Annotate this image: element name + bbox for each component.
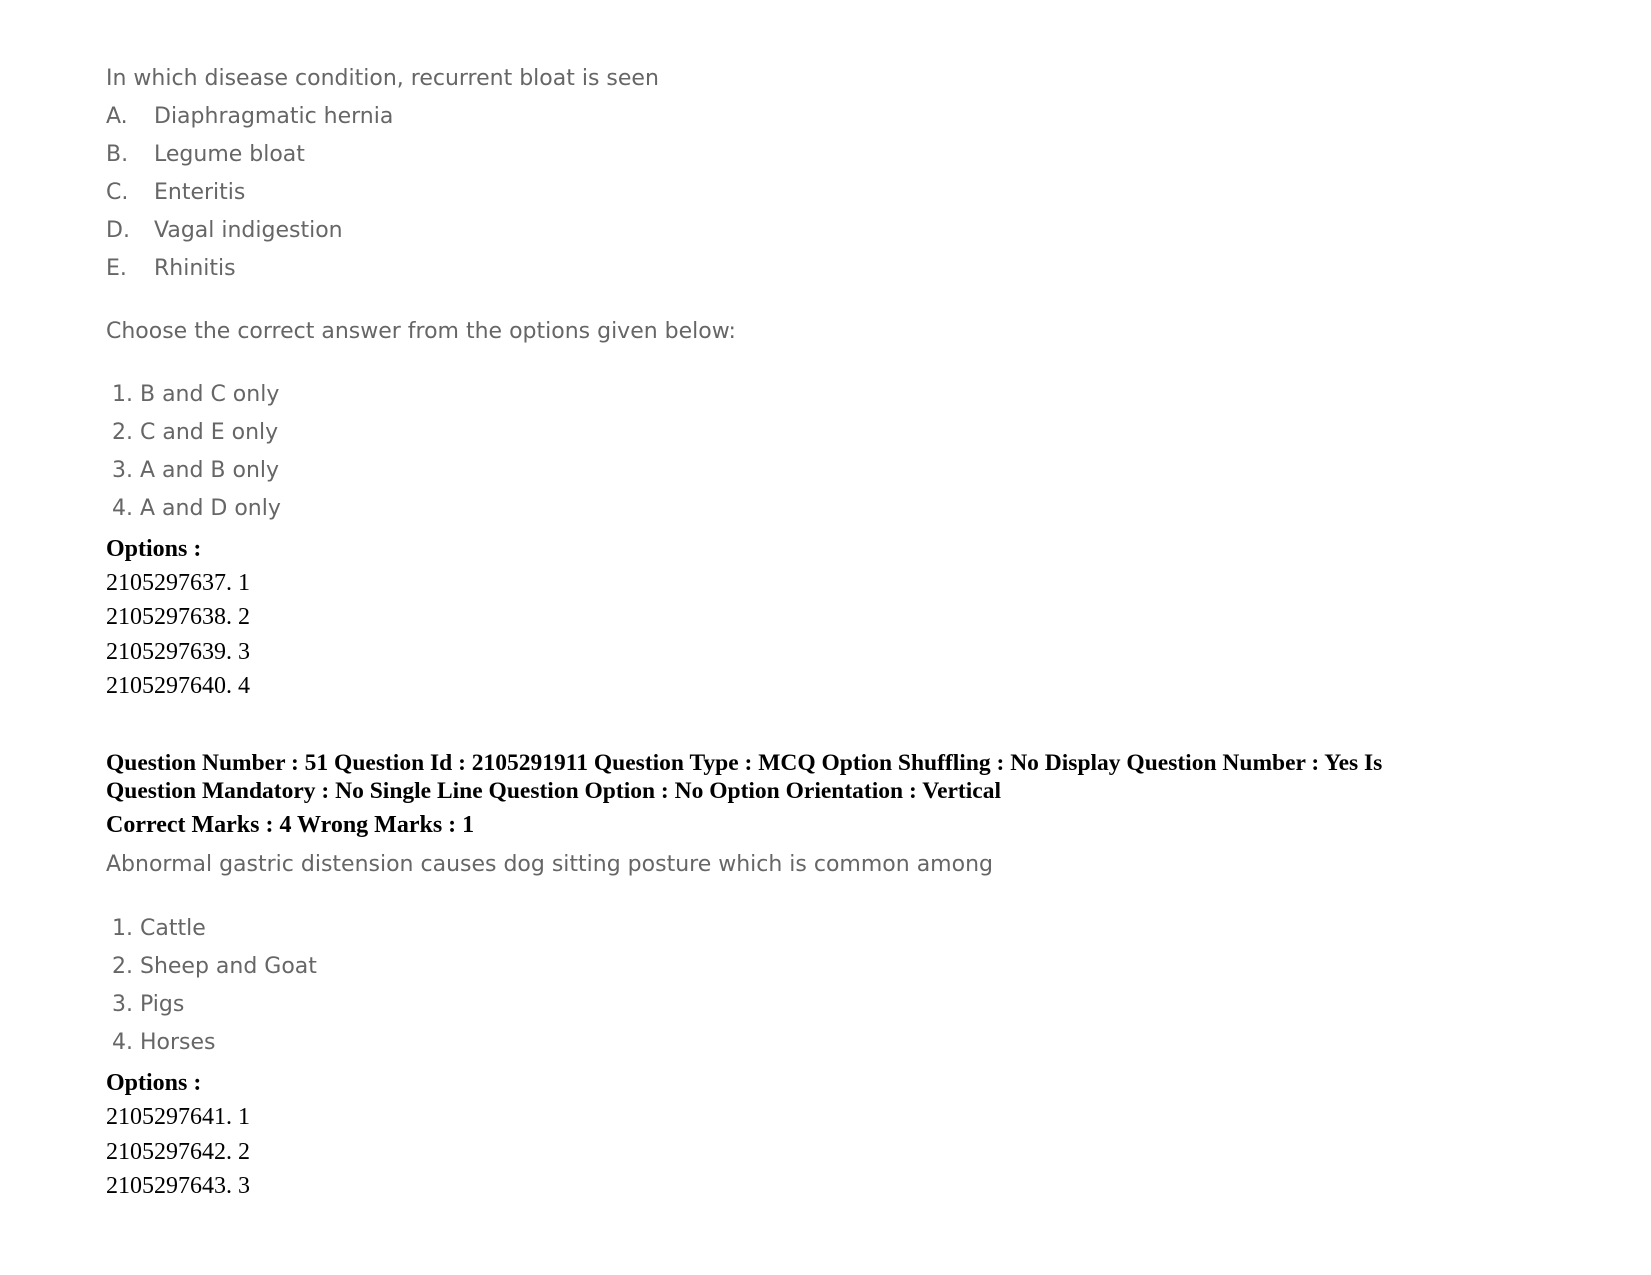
- option-id: 2105297643. 3: [106, 1173, 250, 1199]
- options-label: Options :: [106, 536, 202, 562]
- statement-text: Vagal indigestion: [154, 218, 343, 243]
- statement-item: [106, 258, 236, 280]
- choice-item: 2. Sheep and Goat: [112, 954, 317, 979]
- question-text: Abnormal gastric distension causes dog sitting posture which is common among: [106, 852, 993, 877]
- statement-item: [106, 220, 343, 242]
- statement-letter: B.: [106, 142, 129, 167]
- statement-text: Legume bloat: [154, 142, 305, 167]
- question-meta-line: Question Number : 51 Question Id : 2105291911 Question Type : MCQ Option Shuffling : No Display Question Number : Yes Is: [106, 750, 1383, 776]
- options-label: Options :: [106, 1070, 202, 1096]
- option-id: 2105297638. 2: [106, 604, 250, 630]
- statement-item: [106, 182, 245, 204]
- statement-letter: C.: [106, 180, 129, 205]
- statement-item: [106, 144, 305, 166]
- choice-item: 2. C and E only: [112, 420, 279, 445]
- option-id: 2105297642. 2: [106, 1139, 250, 1165]
- option-id: 2105297640. 4: [106, 673, 250, 699]
- marks-line: Correct Marks : 4 Wrong Marks : 1: [106, 812, 475, 838]
- option-id: 2105297641. 1: [106, 1104, 250, 1130]
- option-id: 2105297639. 3: [106, 639, 250, 665]
- question-text: In which disease condition, recurrent bloat is seen: [106, 66, 659, 91]
- instruction-text: Choose the correct answer from the options given below:: [106, 319, 736, 344]
- choice-item: 1. Cattle: [112, 916, 206, 941]
- choice-item: 4. A and D only: [112, 496, 281, 521]
- choice-item: 1. B and C only: [112, 382, 280, 407]
- statement-letter: E.: [106, 256, 127, 281]
- choice-item: 4. Horses: [112, 1030, 216, 1055]
- choice-item: 3. Pigs: [112, 992, 185, 1017]
- statement-item: [106, 106, 393, 128]
- statement-text: Rhinitis: [154, 256, 236, 281]
- option-id: 2105297637. 1: [106, 570, 250, 596]
- statement-letter: A.: [106, 104, 128, 129]
- statement-text: Enteritis: [154, 180, 246, 205]
- choice-item: 3. A and B only: [112, 458, 280, 483]
- statement-text: Diaphragmatic hernia: [154, 104, 394, 129]
- statement-letter: D.: [106, 218, 130, 243]
- question-meta-line: Question Mandatory : No Single Line Question Option : No Option Orientation : Vertical: [106, 778, 1001, 804]
